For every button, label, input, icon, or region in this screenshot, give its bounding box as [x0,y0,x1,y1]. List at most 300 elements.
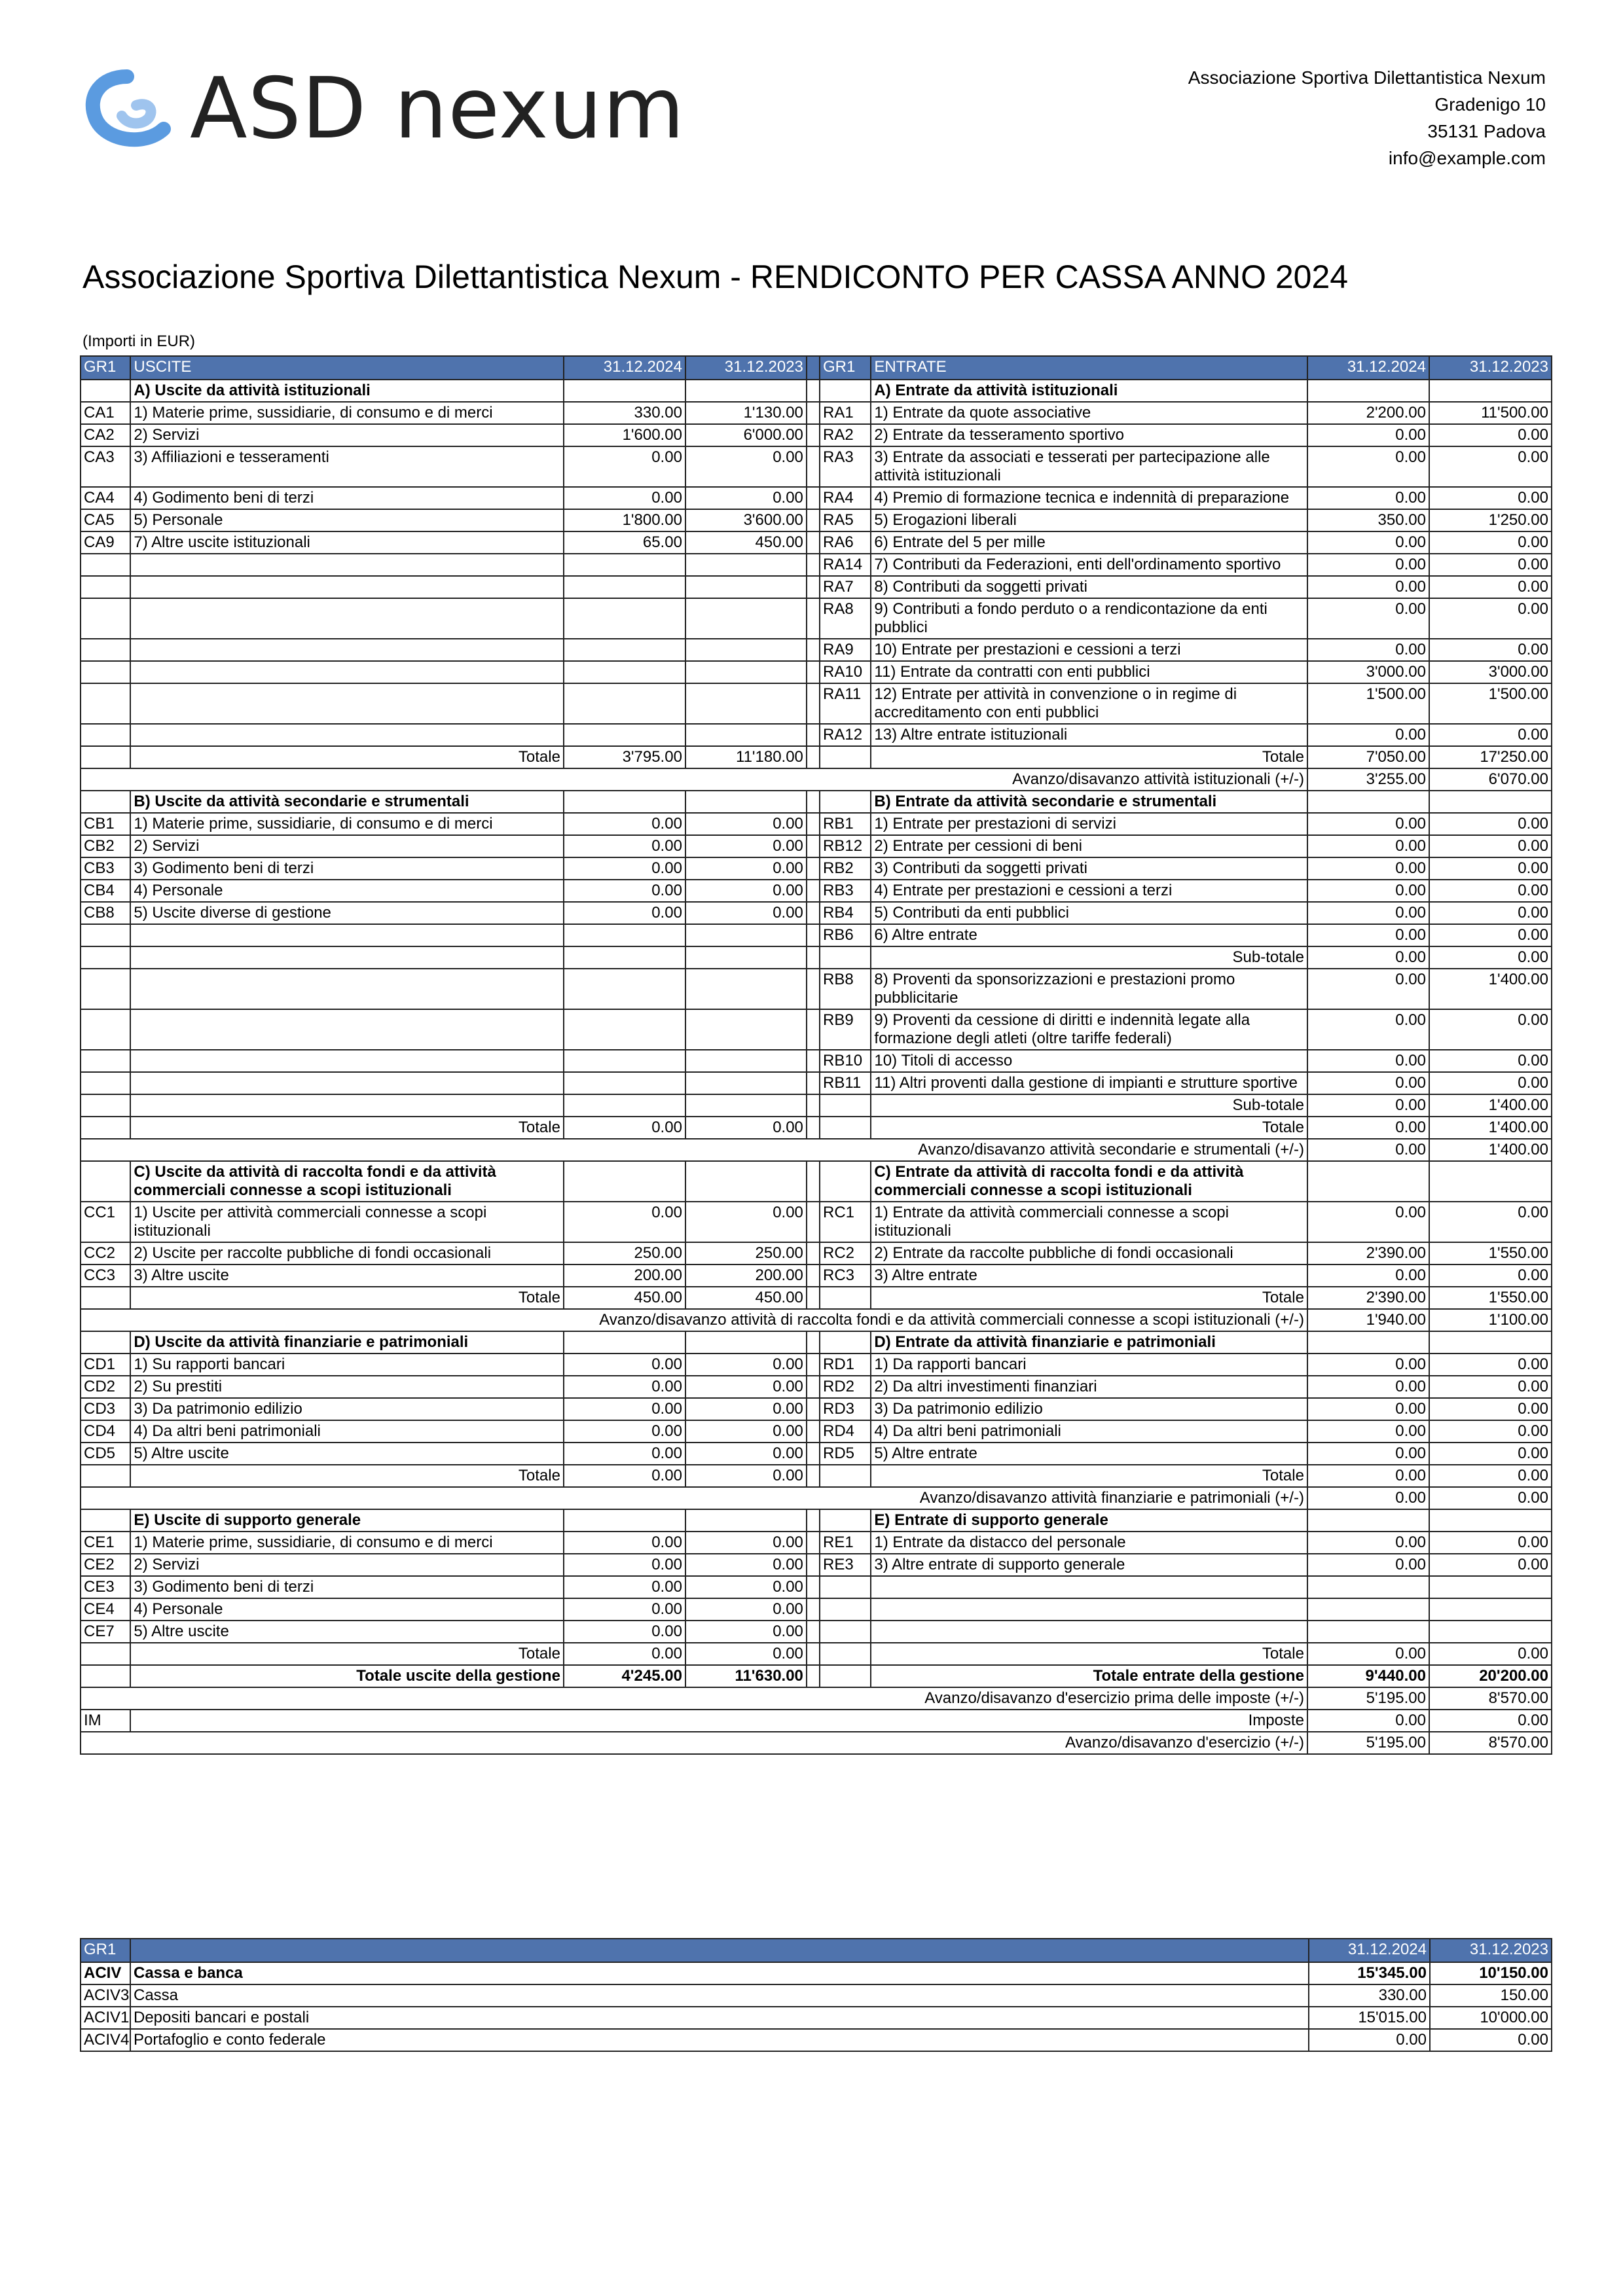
uscite-label [130,1009,564,1050]
column-gap [807,1009,820,1050]
entrate-label: 8) Contributi da soggetti privati [871,576,1307,598]
entrate-2024: 3'000.00 [1307,661,1429,683]
entrate-label: 1) Entrate da quote associative [871,402,1307,424]
table-row [81,1598,1552,1621]
tax-label: Imposte [130,1710,1307,1732]
entrate-2024: 0.00 [1307,1009,1429,1050]
table-row [81,1072,1552,1094]
entrate-2023: 1'400.00 [1429,969,1552,1009]
uscite-2024 [564,1331,685,1354]
address-block [1188,64,1546,171]
table-row [81,1487,1552,1509]
uscite-code: CB2 [81,835,130,857]
uscite-code: CA3 [81,446,130,487]
entrate-code: RA9 [820,639,871,661]
entrate-2024 [1307,1576,1429,1598]
entrate-label [871,1598,1307,1621]
cash-header-2024: 31.12.2024 [1309,1939,1430,1962]
uscite-code: CD3 [81,1398,130,1420]
uscite-label [130,924,564,946]
entrate-2023: 0.00 [1429,1398,1552,1420]
entrate-2023: 0.00 [1429,531,1552,554]
entrate-2023: 1'550.00 [1429,1242,1552,1265]
uscite-code [81,746,130,768]
cash-2023: 150.00 [1430,1984,1552,2007]
column-gap [807,1621,820,1643]
uscite-2023: 0.00 [685,1465,807,1487]
entrate-2023: 1'550.00 [1429,1287,1552,1309]
entrate-label: 3) Altre entrate [871,1265,1307,1287]
uscite-label: Totale [130,746,564,768]
entrate-label: 3) Entrate da associati e tesserati per partecipazione alle attività istituzionali [871,446,1307,487]
uscite-code: CE7 [81,1621,130,1643]
uscite-label [130,554,564,576]
entrate-2023: 0.00 [1429,1202,1552,1242]
table-row [81,1509,1552,1532]
uscite-label: 4) Da altri beni patrimoniali [130,1420,564,1443]
entrate-2023 [1429,1331,1552,1354]
entrate-2024: 0.00 [1307,487,1429,509]
cash-2023: 0.00 [1430,2029,1552,2051]
uscite-2024: 0.00 [564,1354,685,1376]
uscite-2023: 0.00 [685,1443,807,1465]
uscite-2024: 250.00 [564,1242,685,1265]
column-gap [807,509,820,531]
column-gap [807,1465,820,1487]
entrate-code [820,1161,871,1202]
table-row [81,1139,1552,1161]
uscite-label: C) Uscite da attività di raccolta fondi e da attività commerciali connesse a scopi istituzionali [130,1161,564,1202]
entrate-label: Totale [871,1465,1307,1487]
entrate-2023: 0.00 [1429,1420,1552,1443]
column-gap [807,1532,820,1554]
entrate-2024: 0.00 [1307,531,1429,554]
table-row [81,1576,1552,1598]
uscite-label: D) Uscite da attività finanziarie e patrimoniali [130,1331,564,1354]
uscite-code [81,639,130,661]
cash-2024: 15'345.00 [1309,1962,1430,1984]
entrate-code [820,1621,871,1643]
cash-2024: 330.00 [1309,1984,1430,2007]
entrate-2024: 0.00 [1307,1265,1429,1287]
entrate-code [820,1598,871,1621]
column-gap [807,487,820,509]
entrate-label: Sub-totale [871,1094,1307,1117]
column-gap [807,1576,820,1598]
result-value-2024: 1'940.00 [1307,1309,1429,1331]
uscite-code [81,683,130,724]
entrate-label: 5) Erogazioni liberali [871,509,1307,531]
column-gap [807,1376,820,1398]
entrate-label: 1) Da rapporti bancari [871,1354,1307,1376]
cash-row [81,1984,1552,2007]
uscite-label: 3) Altre uscite [130,1265,564,1287]
entrate-label: 3) Contributi da soggetti privati [871,857,1307,880]
uscite-2023: 0.00 [685,1598,807,1621]
entrate-code: RA5 [820,509,871,531]
uscite-2023 [685,639,807,661]
entrate-2024 [1307,1621,1429,1643]
uscite-2023: 11'630.00 [685,1665,807,1687]
uscite-2024: 0.00 [564,1443,685,1465]
entrate-2024 [1307,1509,1429,1532]
table-row [81,1732,1552,1754]
uscite-2023: 250.00 [685,1242,807,1265]
uscite-2024 [564,380,685,402]
uscite-2023: 6'000.00 [685,424,807,446]
entrate-2024: 0.00 [1307,1443,1429,1465]
entrate-code: RB9 [820,1009,871,1050]
entrate-code: RB10 [820,1050,871,1072]
uscite-2023: 0.00 [685,1643,807,1665]
uscite-2024: 0.00 [564,446,685,487]
entrate-code: RB3 [820,880,871,902]
entrate-code: RA6 [820,531,871,554]
table-row [81,1117,1552,1139]
cash-balance-table [80,1938,1552,2052]
uscite-2023 [685,1509,807,1532]
entrate-2024: 0.00 [1307,1117,1429,1139]
uscite-label [130,1050,564,1072]
entrate-code: RA1 [820,402,871,424]
uscite-label: 1) Uscite per attività commerciali connesse a scopi istituzionali [130,1202,564,1242]
uscite-label: 2) Uscite per raccolte pubbliche di fondi occasionali [130,1242,564,1265]
cash-table-header [81,1939,1552,1962]
uscite-code: CD5 [81,1443,130,1465]
uscite-2023 [685,1161,807,1202]
column-gap [807,683,820,724]
uscite-2023 [685,661,807,683]
column-gap [807,1265,820,1287]
cash-code: ACIV1 [81,2007,130,2029]
result-value-2024: 0.00 [1307,1487,1429,1509]
uscite-code: CB3 [81,857,130,880]
cash-2023: 10'000.00 [1430,2007,1552,2029]
city: 35131 Padova [1427,121,1546,141]
table-row [81,576,1552,598]
entrate-label: 12) Entrate per attività in convenzione o in regime di accreditamento con enti pubblici [871,683,1307,724]
cash-label: Cassa [130,1984,1309,2007]
entrate-code: RB6 [820,924,871,946]
entrate-2024: 0.00 [1307,924,1429,946]
uscite-code [81,724,130,746]
uscite-2023: 0.00 [685,1532,807,1554]
uscite-label: 5) Altre uscite [130,1443,564,1465]
result-value-2023: 6'070.00 [1429,768,1552,791]
uscite-2024: 0.00 [564,1117,685,1139]
entrate-2024: 0.00 [1307,598,1429,639]
uscite-2024: 0.00 [564,1621,685,1643]
table-row [81,1710,1552,1732]
column-gap [807,1443,820,1465]
entrate-2024 [1307,1161,1429,1202]
entrate-code: RA12 [820,724,871,746]
uscite-code [81,1643,130,1665]
entrate-label: 4) Entrate per prestazioni e cessioni a terzi [871,880,1307,902]
table-header [81,356,1552,380]
entrate-code [820,1576,871,1598]
result-value-2023: 8'570.00 [1429,1687,1552,1710]
uscite-code: CE1 [81,1532,130,1554]
table-row [81,724,1552,746]
entrate-2023: 0.00 [1429,1009,1552,1050]
cash-code: ACIV4 [81,2029,130,2051]
entrate-2024: 0.00 [1307,424,1429,446]
entrate-2023: 0.00 [1429,1465,1552,1487]
entrate-2023: 1'500.00 [1429,683,1552,724]
uscite-2023 [685,598,807,639]
entrate-2024: 0.00 [1307,946,1429,969]
uscite-code: CA1 [81,402,130,424]
table-row [81,1643,1552,1665]
entrate-label: D) Entrate da attività finanziarie e patrimoniali [871,1331,1307,1354]
uscite-2024 [564,1072,685,1094]
entrate-2024: 0.00 [1307,724,1429,746]
entrate-code: RA3 [820,446,871,487]
uscite-2024: 1'600.00 [564,424,685,446]
tax-value-2024: 0.00 [1307,1710,1429,1732]
uscite-2024: 0.00 [564,1465,685,1487]
uscite-label: Totale uscite della gestione [130,1665,564,1687]
entrate-label [871,1576,1307,1598]
entrate-2024: 0.00 [1307,813,1429,835]
column-gap [807,1554,820,1576]
result-label: Avanzo/disavanzo d'esercizio (+/-) [81,1732,1307,1754]
entrate-code: RC3 [820,1265,871,1287]
uscite-2023: 0.00 [685,1576,807,1598]
column-gap [807,1094,820,1117]
uscite-2023: 0.00 [685,902,807,924]
entrate-label: 1) Entrate da distacco del personale [871,1532,1307,1554]
table-body [81,380,1552,1754]
entrate-2024: 2'390.00 [1307,1287,1429,1309]
result-value-2023: 8'570.00 [1429,1732,1552,1754]
entrate-code [820,1643,871,1665]
column-gap [807,1072,820,1094]
column-gap [807,1117,820,1139]
row-code: IM [81,1710,130,1732]
entrate-2024: 9'440.00 [1307,1665,1429,1687]
column-gap [807,1509,820,1532]
entrate-2023: 17'250.00 [1429,746,1552,768]
entrate-label: 1) Entrate per prestazioni di servizi [871,813,1307,835]
entrate-2023: 1'250.00 [1429,509,1552,531]
table-row [81,880,1552,902]
header-entrate-2024: 31.12.2024 [1307,356,1429,380]
uscite-2024 [564,1050,685,1072]
uscite-2024: 0.00 [564,1376,685,1398]
cash-row [81,2029,1552,2051]
uscite-2024: 0.00 [564,857,685,880]
uscite-2024 [564,946,685,969]
table-row [81,509,1552,531]
entrate-2023: 0.00 [1429,1354,1552,1376]
entrate-2024: 0.00 [1307,1094,1429,1117]
uscite-2024: 0.00 [564,902,685,924]
entrate-code [820,946,871,969]
cash-row [81,1962,1552,1984]
entrate-label: 2) Entrate per cessioni di beni [871,835,1307,857]
entrate-code: RB12 [820,835,871,857]
entrate-label: C) Entrate da attività di raccolta fondi e da attività commerciali connesse a scopi istituzionali [871,1161,1307,1202]
entrate-2023: 11'500.00 [1429,402,1552,424]
column-gap [807,1242,820,1265]
uscite-2023 [685,1331,807,1354]
column-gap [807,531,820,554]
table-row [81,1242,1552,1265]
cash-table-body [81,1962,1552,2051]
uscite-code [81,1161,130,1202]
table-row [81,857,1552,880]
uscite-2023: 0.00 [685,813,807,835]
entrate-2023: 0.00 [1429,424,1552,446]
entrate-2024: 0.00 [1307,554,1429,576]
entrate-2023: 3'000.00 [1429,661,1552,683]
entrate-label [871,1621,1307,1643]
column-gap [807,661,820,683]
table-row [81,554,1552,576]
entrate-2023: 0.00 [1429,487,1552,509]
uscite-2024 [564,1509,685,1532]
entrate-label: 8) Proventi da sponsorizzazioni e prestazioni promo pubblicitarie [871,969,1307,1009]
entrate-label: 2) Da altri investimenti finanziari [871,1376,1307,1398]
table-row [81,1376,1552,1398]
table-row [81,1309,1552,1331]
entrate-2024: 0.00 [1307,639,1429,661]
cash-label: Portafoglio e conto federale [130,2029,1309,2051]
column-gap [807,380,820,402]
uscite-code [81,1009,130,1050]
uscite-2023: 0.00 [685,1376,807,1398]
entrate-2024: 0.00 [1307,1465,1429,1487]
uscite-2024 [564,1094,685,1117]
uscite-2023: 0.00 [685,1117,807,1139]
entrate-label: 11) Altri proventi dalla gestione di impianti e strutture sportive [871,1072,1307,1094]
uscite-label: Totale [130,1643,564,1665]
entrate-label: 9) Contributi a fondo perduto o a rendicontazione da enti pubblici [871,598,1307,639]
column-gap [807,576,820,598]
uscite-code [81,1331,130,1354]
uscite-label: 7) Altre uscite istituzionali [130,531,564,554]
entrate-code: RB1 [820,813,871,835]
result-value-2024: 0.00 [1307,1139,1429,1161]
column-gap [807,813,820,835]
street: Gradenigo 10 [1434,94,1546,115]
uscite-2023 [685,380,807,402]
table-row [81,1420,1552,1443]
entrate-code: RA4 [820,487,871,509]
uscite-label: 2) Su prestiti [130,1376,564,1398]
column-gap [807,446,820,487]
uscite-2024: 0.00 [564,1643,685,1665]
uscite-2024 [564,554,685,576]
uscite-code [81,1465,130,1487]
uscite-2023 [685,791,807,813]
table-row [81,380,1552,402]
column-gap [807,1202,820,1242]
table-row [81,1354,1552,1376]
uscite-code [81,1094,130,1117]
entrate-2023: 0.00 [1429,857,1552,880]
uscite-2024: 4'245.00 [564,1665,685,1687]
uscite-code: CB8 [81,902,130,924]
uscite-label: 1) Materie prime, sussidiarie, di consumo e di merci [130,402,564,424]
entrate-2024: 0.00 [1307,902,1429,924]
org-name: Associazione Sportiva Dilettantistica Nexum [1188,67,1546,88]
cash-row [81,2007,1552,2029]
logo-swirl-icon [81,65,181,154]
entrate-2023: 0.00 [1429,1265,1552,1287]
table-row [81,1161,1552,1202]
uscite-2024: 450.00 [564,1287,685,1309]
uscite-code: CD4 [81,1420,130,1443]
unit-note: (Importi in EUR) [82,332,196,350]
uscite-label: 4) Personale [130,880,564,902]
entrate-2024: 0.00 [1307,1643,1429,1665]
uscite-2023: 450.00 [685,1287,807,1309]
uscite-2023 [685,1050,807,1072]
header-uscite-2023: 31.12.2023 [685,356,807,380]
column-gap [807,1050,820,1072]
table-row [81,1287,1552,1309]
table-row [81,946,1552,969]
entrate-code [820,1331,871,1354]
column-gap [807,598,820,639]
entrate-code: RD2 [820,1376,871,1398]
header-entrate-2023: 31.12.2023 [1429,356,1552,380]
uscite-2024: 3'795.00 [564,746,685,768]
uscite-2023 [685,924,807,946]
entrate-2024: 0.00 [1307,1354,1429,1376]
uscite-2024: 0.00 [564,1554,685,1576]
entrate-code: RD5 [820,1443,871,1465]
column-gap [807,1287,820,1309]
uscite-2024 [564,683,685,724]
uscite-code [81,1665,130,1687]
logo-text: ASD nexum [190,60,685,158]
uscite-code [81,661,130,683]
entrate-2023: 0.00 [1429,598,1552,639]
uscite-code: CC1 [81,1202,130,1242]
uscite-2023: 0.00 [685,487,807,509]
uscite-code: CA2 [81,424,130,446]
entrate-2023: 0.00 [1429,1532,1552,1554]
column-gap [807,1398,820,1420]
table-row [81,683,1552,724]
entrate-label: 6) Entrate del 5 per mille [871,531,1307,554]
cash-code: ACIV3 [81,1984,130,2007]
entrate-2024: 0.00 [1307,1050,1429,1072]
uscite-label [130,969,564,1009]
uscite-label: 5) Personale [130,509,564,531]
table-row [81,424,1552,446]
entrate-label: E) Entrate di supporto generale [871,1509,1307,1532]
uscite-2023 [685,683,807,724]
uscite-code: CE3 [81,1576,130,1598]
entrate-2024: 350.00 [1307,509,1429,531]
result-value-2023: 1'400.00 [1429,1139,1552,1161]
uscite-code [81,1117,130,1139]
uscite-2024 [564,924,685,946]
uscite-code: CC2 [81,1242,130,1265]
entrate-code: RD4 [820,1420,871,1443]
uscite-label: A) Uscite da attività istituzionali [130,380,564,402]
uscite-2024: 0.00 [564,835,685,857]
uscite-label: 5) Uscite diverse di gestione [130,902,564,924]
entrate-code: RC1 [820,1202,871,1242]
table-row [81,1050,1552,1072]
table-row [81,1202,1552,1242]
